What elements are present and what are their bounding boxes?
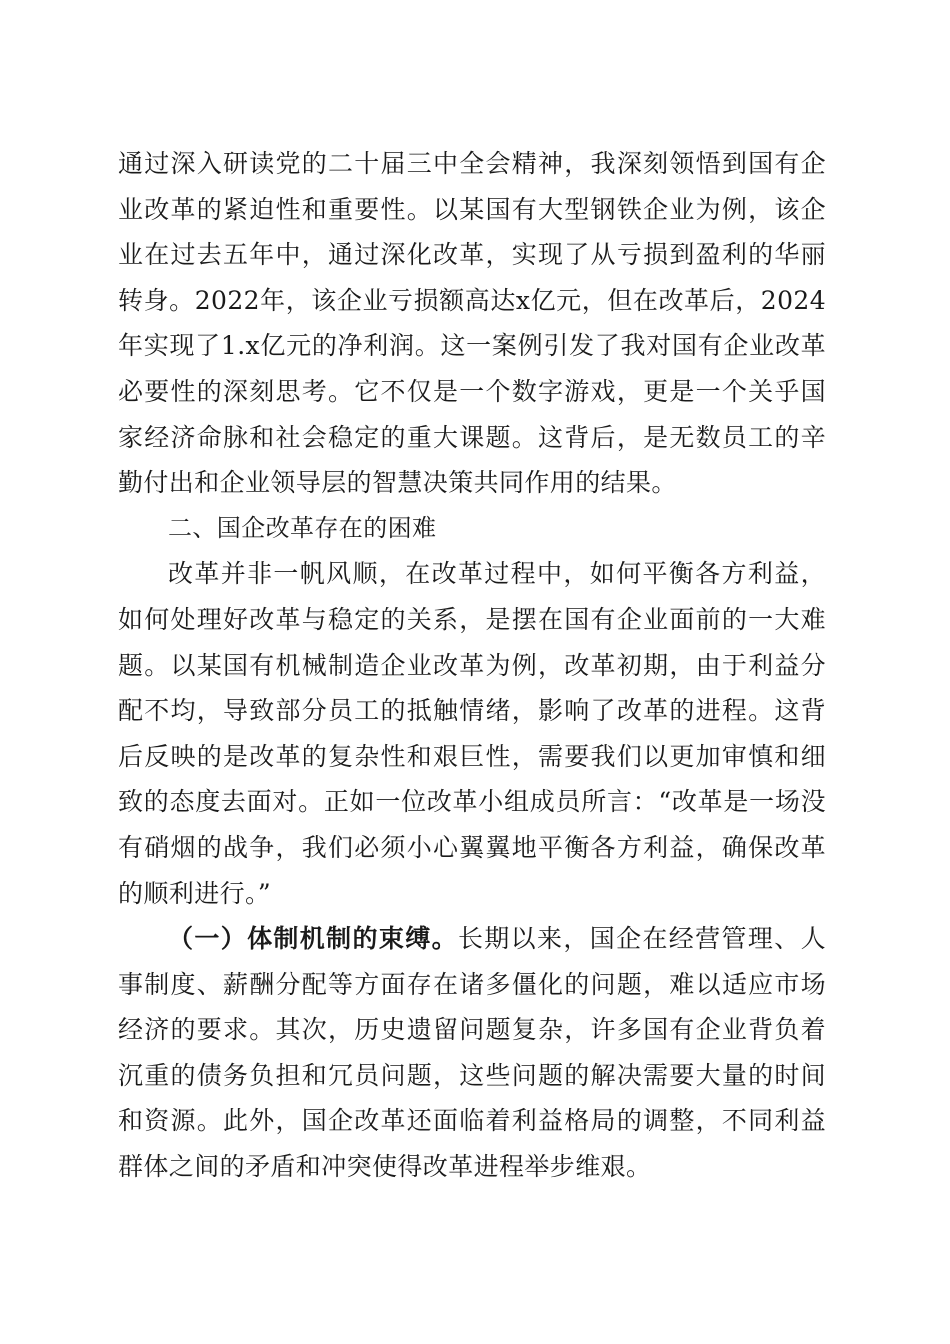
- paragraph-2: 改革并非一帆风顺，在改革过程中，如何平衡各方利益，如何处理好改革与稳定的关系，是摆在国有企业面前的一大难题。以某国有机械制造企业改革为例，改革初期，由于利益分配不均，导致部分员工的抵触情绪，影响了改革的进程。这背后反映的是改革的复杂性和艰巨性，需要我们以更加审慎和细致的态度去面对。正如一位改革小组成员所言：“改革是一场没有硝烟的战争，我们必须小心翼翼地平衡各方利益，确保改革的顺利进行。”: [118, 559, 826, 908]
- document-page: [118, 141, 826, 1190]
- section-heading: 二、国企改革存在的困难: [168, 513, 437, 542]
- paragraph-3: [118, 916, 826, 1190]
- paragraph-3-body: 长期以来，国企在经营管理、人事制度、薪酬分配等方面存在诸多僵化的问题，难以适应市场经济的要求。其次，历史遗留问题复杂，许多国有企业背负着沉重的债务负担和冗员问题，这些问题的解决需要大量的时间和资源。此外，国企改革还面临着利益格局的调整，不同利益群体之间的矛盾和冲突使得改革进程举步维艰。: [118, 924, 826, 1182]
- subsection-heading: （一）体制机制的束缚。: [168, 924, 458, 954]
- paragraph-1: 通过深入研读党的二十届三中全会精神，我深刻领悟到国有企业改革的紧迫性和重要性。以某国有大型钢铁企业为例，该企业在过去五年中，通过深化改革，实现了从亏损到盈利的华丽转身。2022年，该企业亏损额高达x亿元，但在改革后，2024年实现了1.x亿元的净利润。这一案例引发了我对国有企业改革必要性的深刻思考。它不仅是一个数字游戏，更是一个关乎国家经济命脉和社会稳定的重大课题。这背后，是无数员工的辛勤付出和企业领导层的智慧决策共同作用的结果。: [118, 149, 826, 498]
